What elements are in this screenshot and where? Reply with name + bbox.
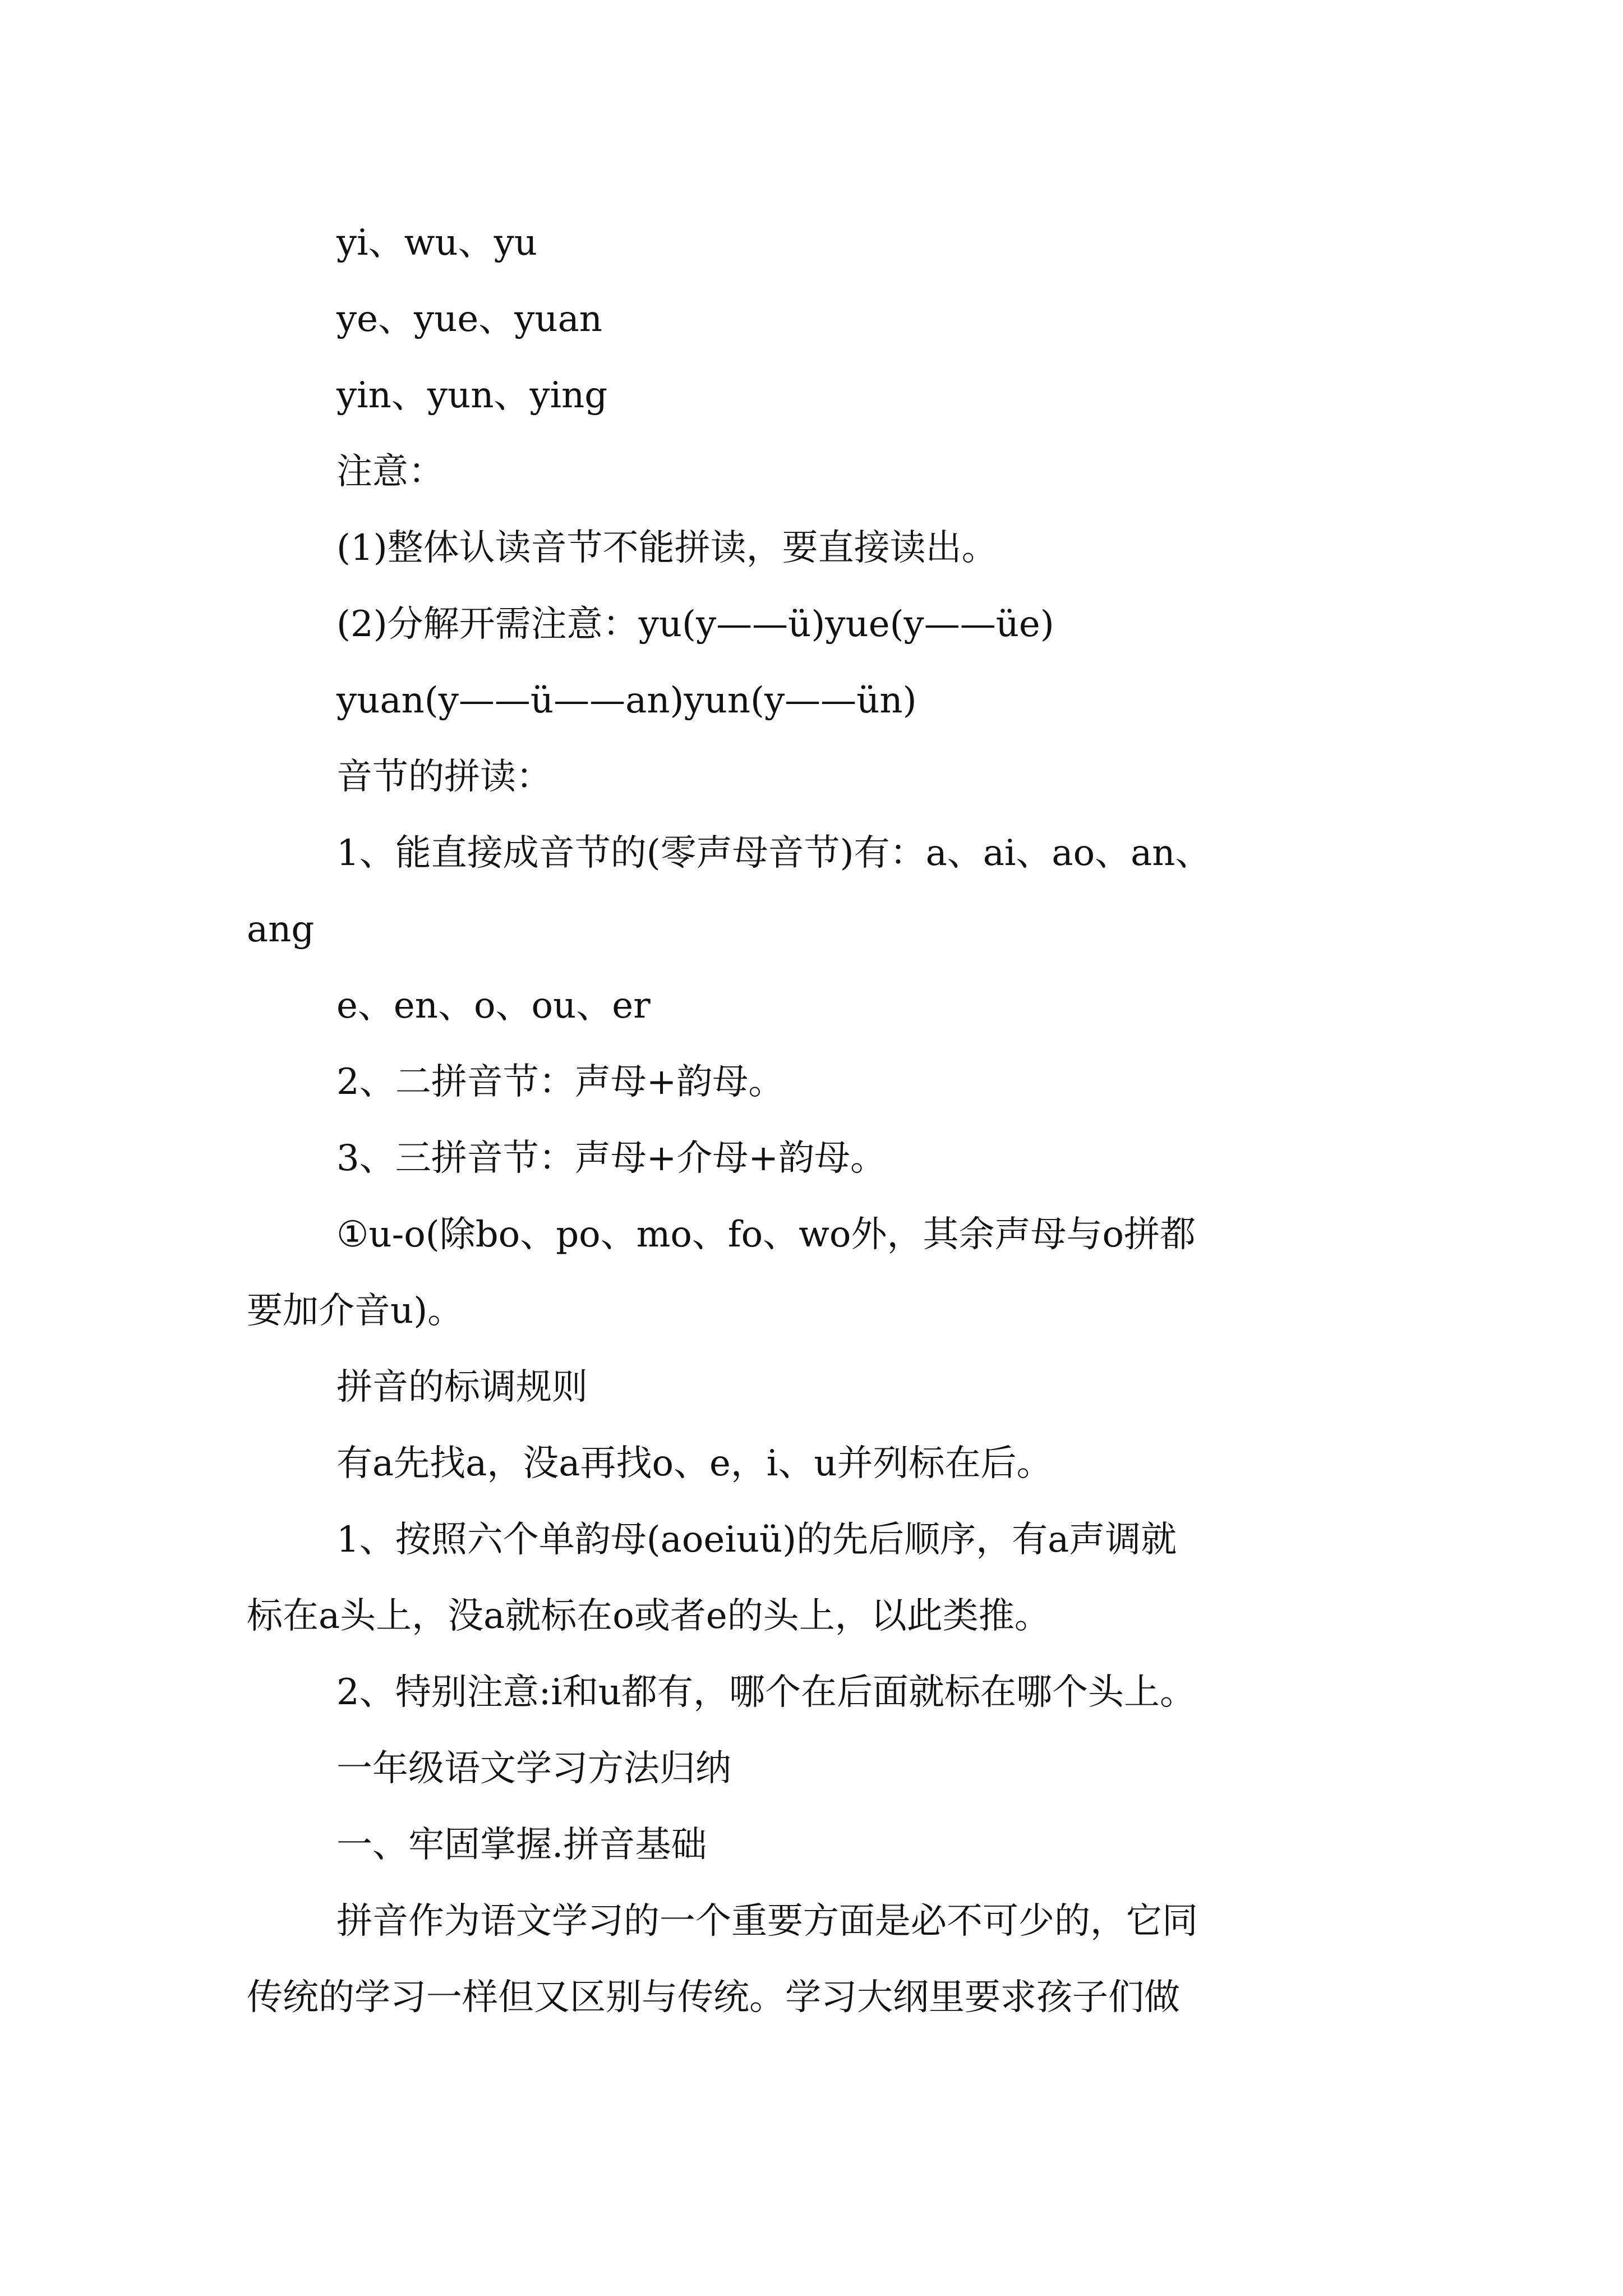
section-label: 注意： [336, 451, 444, 493]
text-line: 1、能直接成音节的(零声母音节)有：a、ai、ao、an、 [336, 832, 1211, 874]
text-line: (2)分解开需注意：yu(y——ü)yue(y——üe) [336, 604, 1054, 645]
text-line: (1)整体认读音节不能拼读，要直接读出。 [336, 527, 998, 569]
text-line: 拼音作为语文学习的一个重要方面是必不可少的，它同 [336, 1901, 1198, 1942]
text-line: 2、二拼音节：声母+韵母。 [336, 1061, 785, 1103]
section-heading: 拼音的标调规则 [336, 1366, 588, 1408]
text-line: yuan(y——ü——an)yun(y——ün) [336, 680, 917, 721]
text-line: 有a先找a，没a再找o、e，i、u并列标在后。 [336, 1443, 1053, 1484]
text-line: 2、特别注意:i和u都有，哪个在后面就标在哪个头上。 [336, 1672, 1196, 1713]
document-body [247, 205, 1385, 2036]
section-heading: 一年级语文学习方法归纳 [336, 1748, 731, 1789]
text-line: 传统的学习一样但又区别与传统。学习大纲里要求孩子们做 [247, 1977, 1180, 2018]
text-line: ye、yue、yuan [336, 298, 603, 340]
text-line: 标在a头上，没a就标在o或者e的头上，以此类推。 [247, 1595, 1050, 1637]
text-line: yi、wu、yu [336, 222, 537, 264]
text-line: yin、yun、ying [336, 375, 608, 416]
text-line: e、en、o、ou、er [336, 985, 651, 1027]
section-label: 音节的拼读： [336, 756, 552, 798]
text-line: 1、按照六个单韵母(aoeiuü)的先后顺序，有a声调就 [336, 1519, 1177, 1561]
text-line: ang [247, 909, 315, 950]
text-line: 3、三拼音节：声母+介母+韵母。 [336, 1138, 886, 1179]
text-line: ①u-o(除bo、po、mo、fo、wo外，其余声母与o拼都 [336, 1214, 1196, 1255]
text-line: 要加介音u)。 [247, 1290, 464, 1332]
section-subheading: 一、牢固掌握.拼音基础 [336, 1824, 707, 1866]
